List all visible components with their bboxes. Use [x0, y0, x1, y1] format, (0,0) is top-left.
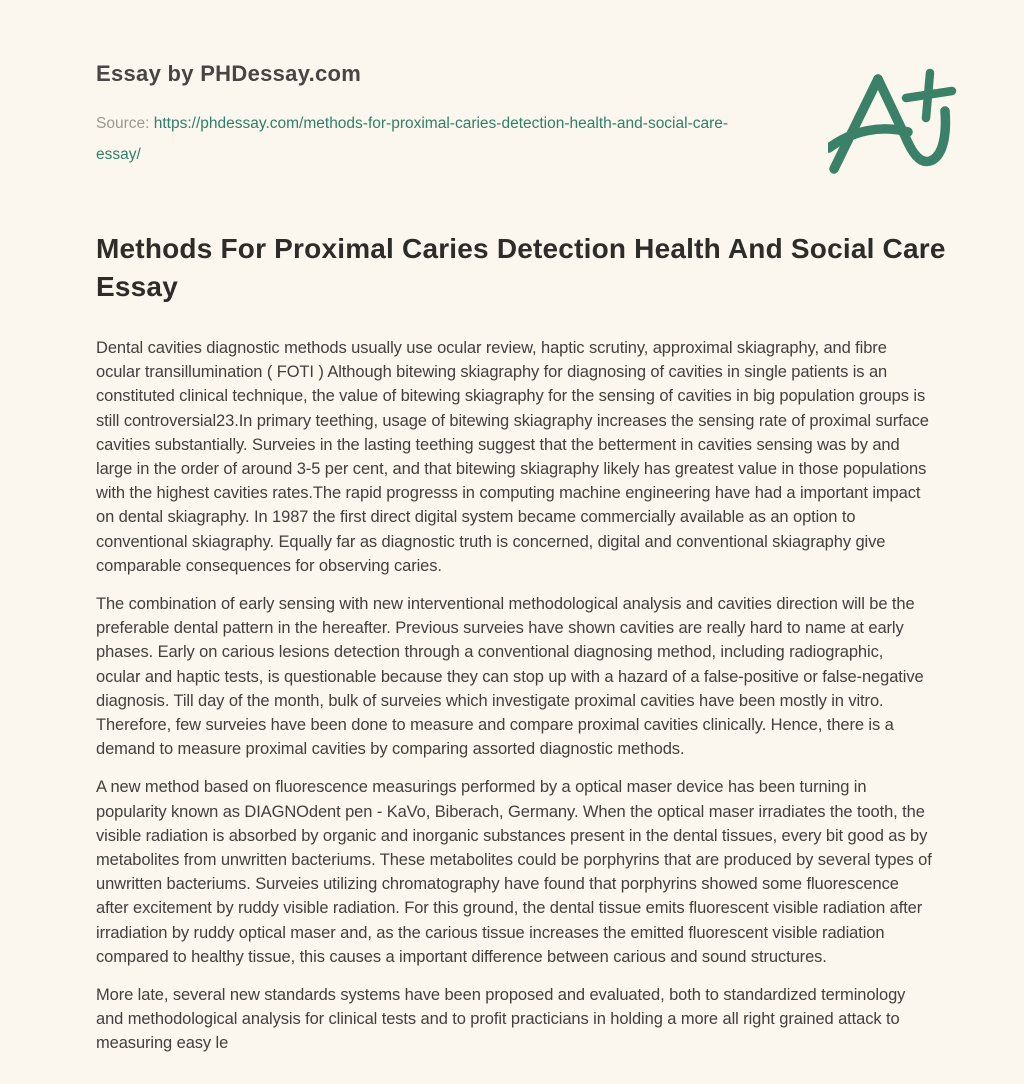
- brand-title: Essay by PHDessay.com: [96, 61, 362, 86]
- article-body: [96, 336, 960, 1056]
- article-paragraph-1: Dental cavities diagnostic methods usually use ocular review, haptic scrutiny, approximal skiagraphy, and fibre ocular transillumination ( FOTI ) Although bitewing skiagraphy for diagnosing of cavities in single patients is an constituted clinical technique, the value of bitewing skiagraphy for the sensing of cavities in big population groups is still controversial23.In primary teething, usage of bitewing skiagraphy increases the sensing rate of proximal surface cavities substantially. Surveies in the lasting teething suggest that the betterment in cavities sensing was by and large in the order of around 3-5 per cent, and that bitewing skiagraphy likely has greatest value in those populations with the highest cavities rates.The rapid progresss in computing machine engineering have had a important impact on dental skiagraphy. In 1987 the first direct digital system became commercially available as an option to conventional skiagraphy. Equally far as diagnostic truth is concerned, digital and conventional skiagraphy give comparable consequences for observing caries.: [96, 339, 929, 575]
- article-title: Methods For Proximal Caries Detection Health And Social Care Essay: [96, 233, 946, 302]
- header-text-block: [96, 60, 756, 170]
- article-paragraph-2: The combination of early sensing with new interventional methodological analysis and cavities direction will be the preferable dental pattern in the hereafter. Previous surveies have shown cavities are really hard to name at early phases. Early on carious lesions detection through a conventional diagnosing method, including radiographic, ocular and haptic tests, is questionable because they can stop up with a hazard of a false-positive or false-negative diagnosis. Till day of the month, bulk of surveies which investigate proximal cavities have been mostly in vitro. Therefore, few surveies have been done to measure and compare proximal cavities clinically. Hence, there is a demand to measure proximal cavities by comparing assorted diagnostic methods.: [96, 595, 924, 759]
- phdessay-a-plus-logo-icon: [828, 66, 960, 178]
- article-paragraph-3: A new method based on fluorescence measurings performed by a optical maser device has been turning in popularity known as DIAGNOdent pen - KaVo, Biberach, Germany. When the optical maser irradiates the tooth, the visible radiation is absorbed by organic and inorganic substances present in the dental tissues, every bit good as by metabolites from unwritten bacteriums. These metabolites could be porphyrins that are produced by several types of unwritten bacteriums. Surveies utilizing chromatography have found that porphyrins showed some fluorescence after excitement by ruddy visible radiation. For this ground, the dental tissue emits fluorescent visible radiation after irradiation by ruddy optical maser and, as the carious tissue increases the emitted fluorescent visible radiation compared to healthy tissue, this causes a important difference between carious and sound structures.: [96, 778, 932, 966]
- source-label: Source:: [96, 115, 150, 132]
- article-paragraph-4: More late, several new standards systems have been proposed and evaluated, both to standardized terminology and methodological analysis for clinical tests and to profit practicians in holding a more all right grained attack to measuring easy le: [96, 986, 906, 1053]
- page-header: [96, 60, 960, 178]
- source-url-link[interactable]: https://phdessay.com/methods-for-proximal-caries-detection-health-and-social-care-essay/: [96, 115, 729, 163]
- source-line: [96, 108, 756, 170]
